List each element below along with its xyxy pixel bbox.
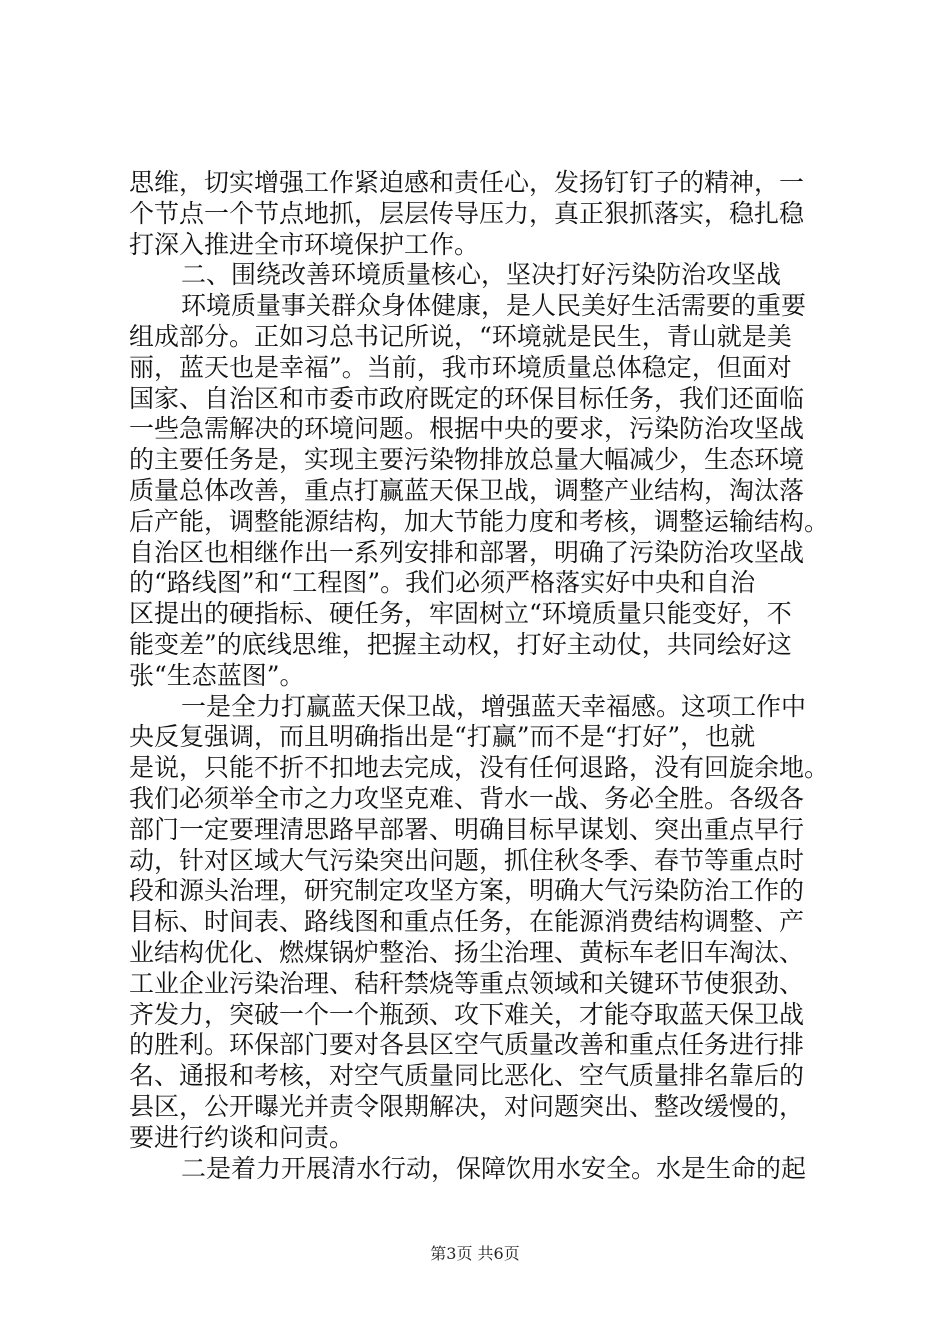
text-line: 自治区也相继作出一系列安排和部署，明确了污染防治攻坚战 — [129, 537, 805, 567]
document-body — [129, 168, 839, 1184]
text-line: 央反复强调，而且明确指出是“打赢”而不是“打好”，也就 — [129, 722, 756, 752]
text-line: 业结构优化、燃煤锅炉整治、扬尘治理、黄标车老旧车淘汰、 — [129, 937, 805, 967]
text-line: 区提出的硬指标、硬任务，牢固树立“环境质量只能变好，不 — [129, 599, 792, 629]
text-line: 张“生态蓝图”。 — [129, 660, 305, 690]
text-line: 工业企业污染治理、秸秆禁烧等重点领域和关键环节使狠劲、 — [129, 968, 805, 998]
text-line: 思维，切实增强工作紧迫感和责任心，发扬钉钉子的精神，一 — [129, 168, 805, 197]
text-line: 齐发力，突破一个一个瓶颈、攻下难关，才能夺取蓝天保卫战 — [129, 999, 805, 1029]
text-line: 个节点一个节点地抓，层层传导压力，真正狠抓落实，稳扎稳 — [129, 198, 805, 228]
text-line: 目标、时间表、路线图和重点任务，在能源消费结构调整、产 — [129, 907, 805, 937]
text-line: 能变差”的底线思维，把握主动权，打好主动仗，共同绘好这 — [129, 629, 792, 659]
text-line: 县区，公开曝光并责令限期解决，对问题突出、整改缓慢的， — [129, 1091, 805, 1121]
text-line: 丽，蓝天也是幸福”。当前，我市环境质量总体稳定，但面对 — [129, 352, 792, 382]
text-line: 二是着力开展清水行动，保障饮用水安全。水是生命的起 — [181, 1153, 807, 1183]
text-line: 环境质量事关群众身体健康，是人民美好生活需要的重要 — [181, 291, 807, 321]
text-line: 国家、自治区和市委市政府既定的环保目标任务，我们还面临 — [129, 383, 805, 413]
text-line: 后产能，调整能源结构，加大节能力度和考核，调整运输结构。 — [129, 506, 830, 536]
text-line: 是说，只能不折不扣地去完成，没有任何退路，没有回旋余地。 — [129, 753, 830, 783]
text-line: 要进行约谈和问责。 — [129, 1122, 355, 1152]
text-line: 名、通报和考核，对空气质量同比恶化、空气质量排名靠后的 — [129, 1061, 805, 1091]
text-line: 的“路线图”和“工程图”。我们必须严格落实好中央和自治 — [129, 568, 756, 598]
text-line: 一是全力打赢蓝天保卫战，增强蓝天幸福感。这项工作中 — [181, 691, 807, 721]
text-line: 的胜利。环保部门要对各县区空气质量改善和重点任务进行排 — [129, 1030, 805, 1060]
text-line: 质量总体改善，重点打赢蓝天保卫战，调整产业结构，淘汰落 — [129, 475, 805, 505]
page-number-footer: 第3页 共6页 — [430, 1244, 520, 1263]
text-line: 组成部分。正如习总书记所说，“环境就是民生，青山就是美 — [129, 321, 792, 351]
section-heading: 二、围绕改善环境质量核心，坚决打好污染防治攻坚战 — [181, 260, 782, 290]
text-line: 我们必须举全市之力攻坚克难、背水一战、务必全胜。各级各 — [129, 783, 805, 813]
text-line: 的主要任务是，实现主要污染物排放总量大幅减少，生态环境 — [129, 445, 805, 475]
text-line: 动，针对区域大气污染突出问题，抓住秋冬季、春节等重点时 — [129, 845, 805, 875]
text-line: 部门一定要理清思路早部署、明确目标早谋划、突出重点早行 — [129, 814, 805, 844]
text-line: 段和源头治理，研究制定攻坚方案，明确大气污染防治工作的 — [129, 876, 805, 906]
text-line: 一些急需解决的环境问题。根据中央的要求，污染防治攻坚战 — [129, 414, 805, 444]
text-line: 打深入推进全市环境保护工作。 — [129, 229, 480, 259]
